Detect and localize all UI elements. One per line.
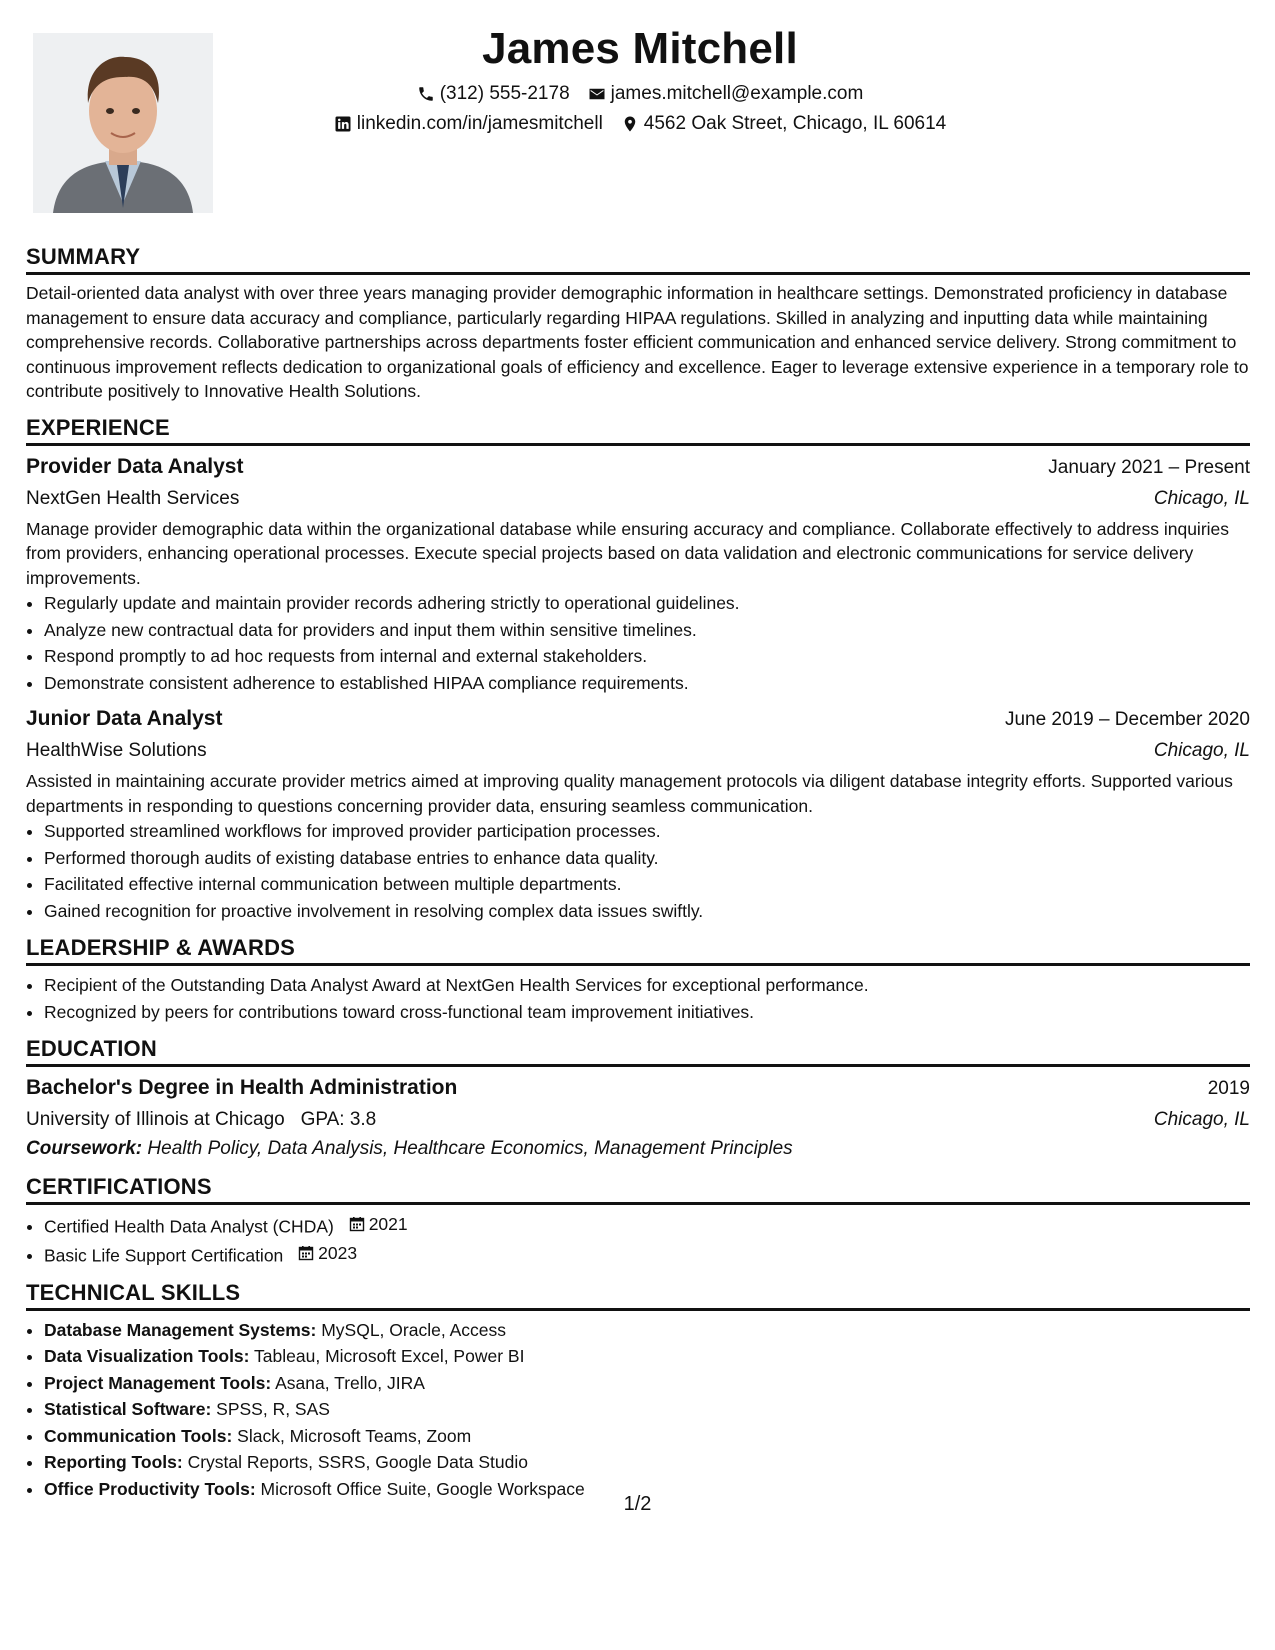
skill-value: Tableau, Microsoft Excel, Power BI [254,1346,525,1366]
phone-number: (312) 555-2178 [439,83,570,104]
list-item [44,1396,1250,1423]
job-location: Chicago, IL [1153,487,1250,509]
linkedin-contact[interactable] [334,112,603,136]
section-title-education: EDUCATION [26,1035,1250,1067]
skill-value: Microsoft Office Suite, Google Workspace [260,1478,585,1499]
address-contact [621,112,946,136]
skill-label: Reporting Tools: [44,1452,183,1472]
list-item: • Performed thorough audits of existing database entries to enhance data quality. [44,845,1250,872]
job-description: Manage provider demographic data within the organizational database while ensuring accuracy and compliance. Collaborate effectively to address inquiries from providers, enhancing operational processes. Execute special projects based on data validation and electronic communications for service delivery improvements. [26,518,1230,588]
job-description: Assisted in maintaining accurate provider metrics aimed at improving quality management protocols via diligent database integrity efforts. Supported various departments in responding to questions concerning provider data, ensuring seamless communication. [26,771,1233,816]
skill-value: Asana, Trello, JIRA [275,1372,425,1393]
phone-contact [417,82,570,106]
linkedin-url[interactable]: linkedin.com/in/jamesmitchell [356,113,603,134]
calendar-icon [298,1245,314,1261]
experience-section [26,414,1250,925]
list-item [44,1343,1250,1370]
job-company: HealthWise Solutions [26,740,207,761]
skill-label: Project Management Tools: [44,1372,272,1393]
job-entry [26,452,1250,697]
education-school-row [26,1104,1250,1135]
job-dates: June 2019 – December 2020 [1004,709,1250,730]
list-item: • Demonstrate consistent adherence to established HIPAA compliance requirements. [44,670,1250,697]
job-bullets [26,818,1250,924]
graduation-year: 2019 [1207,1078,1250,1099]
list-item: • Recipient of the Outstanding Data Analyst Award at NextGen Health Services for exceptional performance. [44,972,1250,999]
job-dates: January 2021 – Present [1048,456,1250,478]
skill-label: Database Management Systems: [44,1319,317,1340]
list-item: • Facilitated effective internal communication between multiple departments. [44,871,1250,898]
skill-label: Data Visualization Tools: [44,1346,250,1366]
certification-date [298,1240,357,1267]
resume-body [26,243,1250,1512]
list-item: • Gained recognition for proactive involvement in resolving complex data issues swiftly. [44,898,1250,925]
page-number: 1/2 [623,1493,652,1515]
certification-date [349,1211,408,1238]
list-item: • Respond promptly to ad hoc requests from internal and external stakeholders. [44,643,1250,670]
coursework [26,1135,1250,1163]
skills-list [26,1317,1250,1503]
section-title-certifications: CERTIFICATIONS [26,1173,1250,1205]
envelope-icon [588,85,606,103]
list-item [44,1211,1250,1240]
summary-text: Detail-oriented data analyst with over three years managing provider demographic information in healthcare settings. Demonstrated proficiency in database management to ensure data accuracy and compliance, particularly regarding HIPAA regulations. Skilled in analyzing and inputting data while maintaining comprehensive records. Collaborative partnerships across departments foster efficient communication and enhanced service delivery. Strong commitment to continuous improvement reflects dedication to organizational goals of efficiency and excellence. Eager to leverage extensive experience in a temporary role to contribute positively to Innovative Health Solutions. [26,283,1249,401]
skill-label: Communication Tools: [44,1425,233,1446]
coursework-label: Coursework: [26,1138,143,1159]
job-company-row [26,735,1250,766]
profile-photo-image [33,33,213,213]
phone-icon [417,85,435,103]
education-section [26,1035,1250,1163]
list-item: • Regularly update and maintain provider records adhering strictly to operational guidelines. [44,590,1250,617]
skills-section [26,1279,1250,1503]
job-company: NextGen Health Services [26,487,240,509]
list-item: • Analyze new contractual data for providers and input them within sensitive timelines. [44,617,1250,644]
section-title-leadership: LEADERSHIP & AWARDS [26,934,1250,966]
degree-name: Bachelor's Degree in Health Administration [26,1076,458,1099]
summary-section [26,243,1250,404]
skill-value: Crystal Reports, SSRS, Google Data Studio [187,1452,528,1472]
street-address: 4562 Oak Street, Chicago, IL 60614 [643,113,947,134]
certification-name: Certified Health Data Analyst (CHDA) [44,1216,334,1237]
job-entry [26,704,1250,924]
job-location: Chicago, IL [1153,740,1250,761]
linkedin-icon [334,115,352,133]
coursework-list: Health Policy, Data Analysis, Healthcare Economics, Management Principles [147,1138,793,1159]
leadership-section [26,934,1250,1025]
job-bullets [26,590,1250,696]
section-title-summary: SUMMARY [26,243,1250,275]
contact-line-1 [240,82,1040,106]
job-company-row [26,483,1250,514]
skill-label: Statistical Software: [44,1399,212,1419]
skill-value: SPSS, R, SAS [216,1399,330,1419]
map-pin-icon [621,115,639,133]
job-title: Provider Data Analyst [26,454,244,478]
certifications-section [26,1173,1250,1269]
school-name: University of Illinois at Chicago [26,1109,285,1130]
list-item [44,1240,1250,1269]
job-title: Junior Data Analyst [26,707,223,730]
certification-year: 2021 [368,1214,408,1234]
gpa: GPA: 3.8 [300,1109,377,1130]
certification-list [26,1211,1250,1269]
education-header [26,1073,1250,1104]
list-item [44,1449,1250,1476]
leadership-bullets [26,972,1250,1025]
email-address[interactable]: james.mitchell@example.com [610,83,864,104]
list-item [44,1317,1250,1344]
list-item: • Supported streamlined workflows for improved provider participation processes. [44,818,1250,845]
certification-year: 2023 [318,1242,358,1263]
profile-photo [33,33,213,213]
school-location: Chicago, IL [1153,1109,1250,1130]
email-contact[interactable] [588,82,864,106]
section-title-experience: EXPERIENCE [26,414,1250,446]
list-item: • Recognized by peers for contributions toward cross-functional team improvement initiatives. [44,999,1250,1026]
resume-header [240,22,1040,136]
certification-name: Basic Life Support Certification [44,1245,284,1265]
job-header [26,452,1250,483]
skill-label: Office Productivity Tools: [44,1478,256,1499]
candidate-name: James Mitchell [482,24,798,73]
contact-line-2 [240,112,1040,136]
skill-value: MySQL, Oracle, Access [321,1319,506,1340]
school-info [26,1104,376,1135]
list-item [44,1370,1250,1397]
skill-value: Slack, Microsoft Teams, Zoom [237,1425,472,1446]
list-item [44,1423,1250,1450]
section-title-skills: TECHNICAL SKILLS [26,1279,1250,1311]
calendar-icon [349,1216,365,1232]
job-header [26,704,1250,735]
